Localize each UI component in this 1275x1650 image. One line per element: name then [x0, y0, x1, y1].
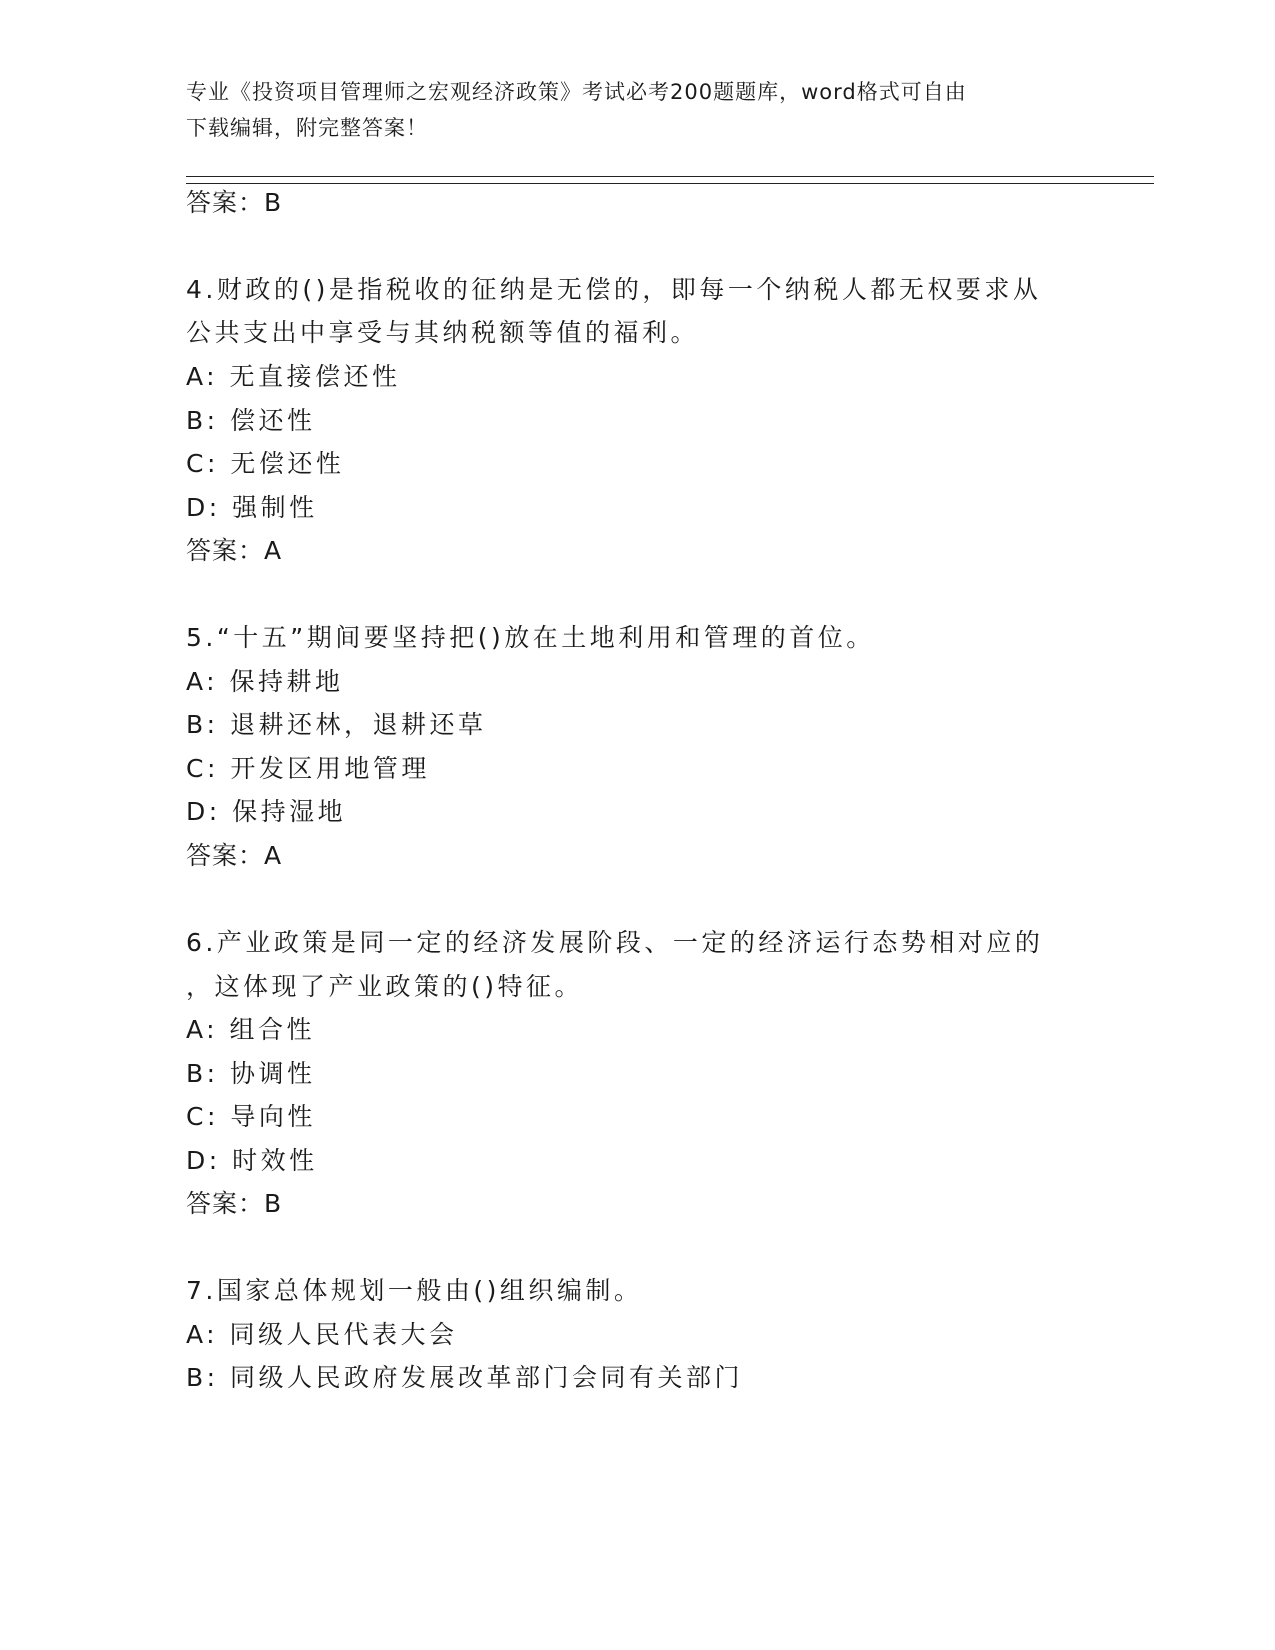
header-divider-bottom: [186, 183, 1154, 184]
option-c: C: 无偿还性: [186, 449, 345, 478]
option-a: A: 组合性: [186, 1015, 316, 1044]
question-stem-cont: ，这体现了产业政策的()特征。: [186, 972, 584, 1001]
answer: 答案：A: [186, 841, 283, 870]
title-line-2: 下载编辑，附完整答案！: [186, 116, 428, 140]
option-c: C: 开发区用地管理: [186, 754, 430, 783]
option-c: C: 导向性: [186, 1102, 316, 1131]
question-stem: 5.“十五”期间要坚持把()放在土地利用和管理的首位。: [186, 623, 875, 652]
question-stem-cont: 公共支出中享受与其纳税额等值的福利。: [186, 318, 700, 347]
answer: 答案：A: [186, 536, 283, 565]
option-b: B: 退耕还林，退耕还草: [186, 710, 487, 739]
option-d: D: 时效性: [186, 1146, 318, 1175]
header-divider-top: [186, 176, 1154, 177]
option-a: A: 同级人民代表大会: [186, 1320, 458, 1349]
option-d: D: 保持湿地: [186, 797, 347, 826]
option-b: B: 协调性: [186, 1059, 316, 1088]
document-title: [186, 74, 1086, 146]
option-b: B: 偿还性: [186, 406, 316, 435]
option-a: A: 无直接偿还性: [186, 362, 401, 391]
question-stem: 4.财政的()是指税收的征纳是无偿的，即每一个纳税人都无权要求从: [186, 275, 1042, 304]
answer-previous: 答案：B: [186, 188, 283, 217]
answer: 答案：B: [186, 1189, 283, 1218]
question-stem: 6.产业政策是同一定的经济发展阶段、一定的经济运行态势相对应的: [186, 928, 1044, 957]
option-d: D: 强制性: [186, 493, 318, 522]
title-line-1: 专业《投资项目管理师之宏观经济政策》考试必考200题题库，word格式可自由: [186, 80, 967, 104]
option-a: A: 保持耕地: [186, 667, 344, 696]
option-b: B: 同级人民政府发展改革部门会同有关部门: [186, 1363, 744, 1392]
question-stem: 7.国家总体规划一般由()组织编制。: [186, 1276, 643, 1305]
